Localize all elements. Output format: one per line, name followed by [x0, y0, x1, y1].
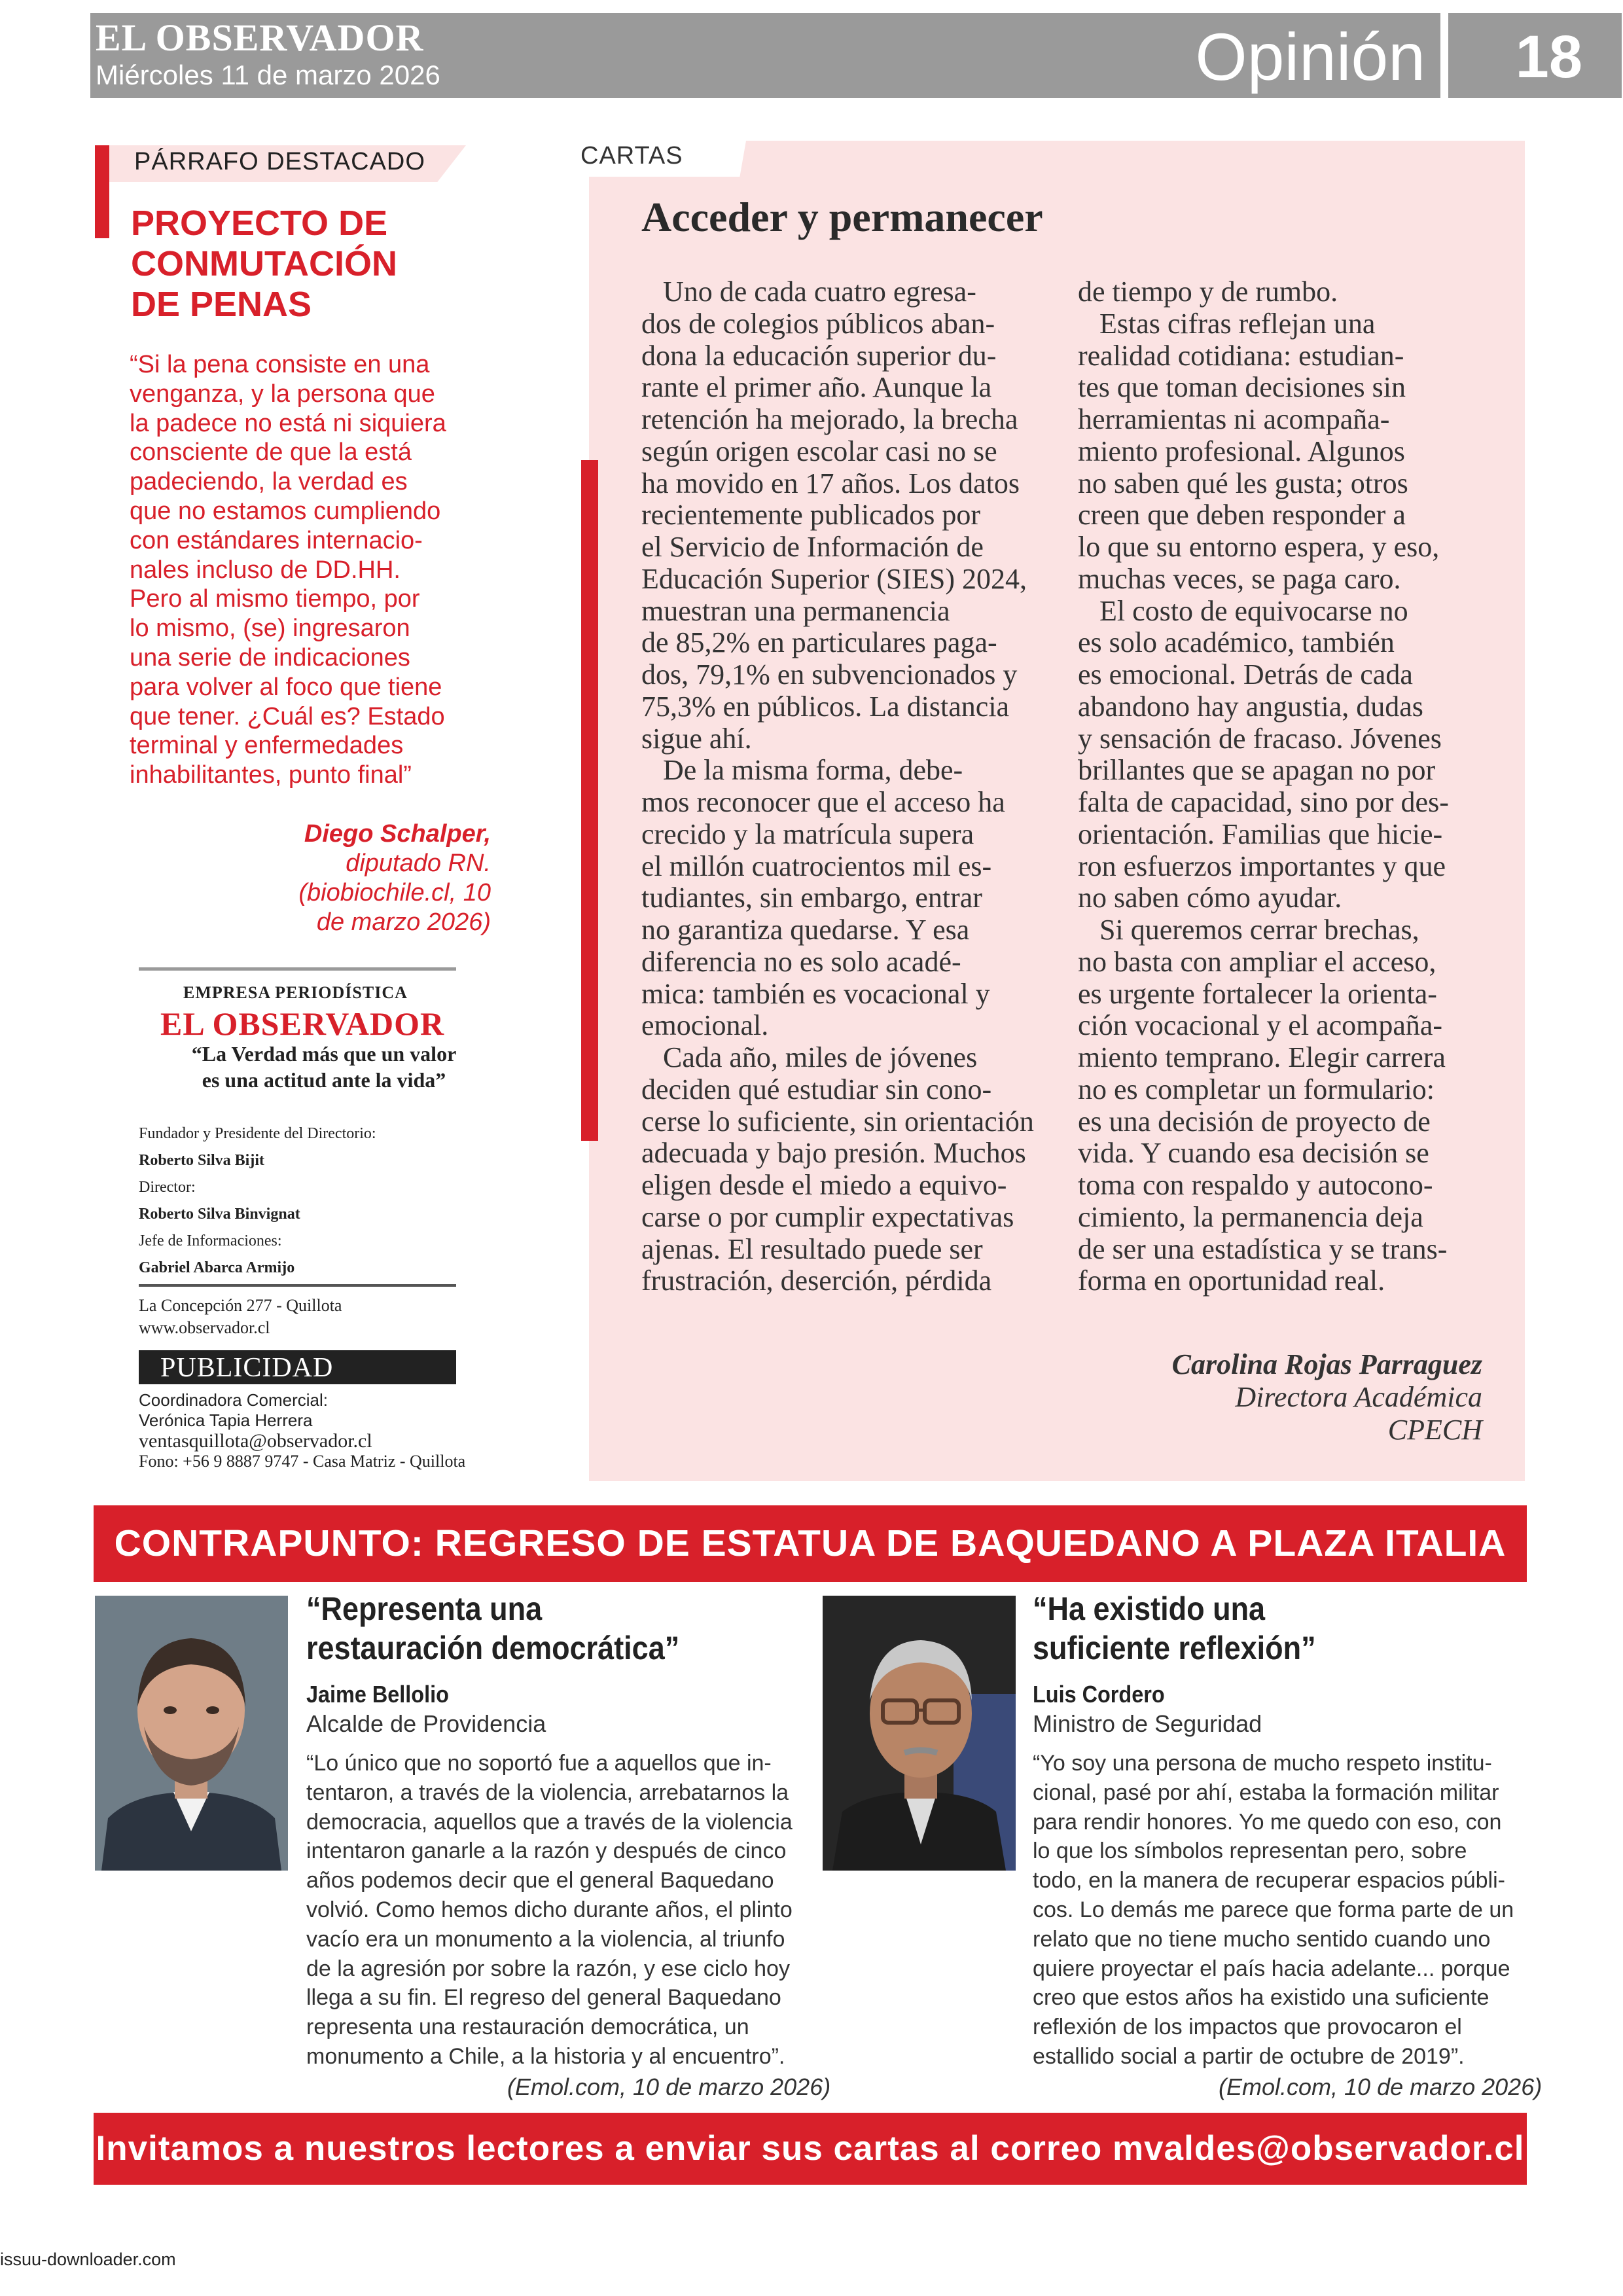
- watermark: issuu-downloader.com: [0, 2250, 176, 2269]
- address: La Concepción 277 - Quillota: [139, 1296, 342, 1315]
- left-statement: “Lo único que no soportó fue a aquellos que in- tentaron, a través de la violencia, arrebatarnos la democracia, aquellos que a través de la violencia intentaron ganarle a la razón y después de cinco años podemos decir que el general Baquedano volvió. Como hemos dicho durante años, el plinto vacío era un monumento a la violencia, al triunfo de la agresión por sobre la razón, y ese ciclo hoy llega a su fin. El regreso del general Baquedano representa una restauración democrática, un monumento a Chile, a la historia y al encuentro”.: [306, 1751, 793, 2069]
- ads-info: [139, 1390, 465, 1471]
- page-header: [90, 13, 1622, 98]
- letter-column-2: de tiempo y de rumbo. Estas cifras reflejan una realidad cotidiana: estudian- tes que toman decisiones sin herramientas ni acompaña- miento profesional. Algunos no saben qué les gusta; otros creen que deben responder a lo que su entorno espera, y eso, muchas veces, se paga caro. El costo de equivocarse no es solo académico, también es emocional. Detrás de cada abandono hay angustia, dudas y sensación de fracaso. Jóvenes brillantes que se apagan no por falta de capacidad, sino por des- orientación. Familias que hicie- ron esfuerzos importantes y que no saben cómo ayudar. Si queremos cerrar brechas, no basta con ampliar el acceso, es urgente fortalecer la orienta- ción vocacional y el acompaña- miento temprano. Elegir carrera no es completar un formulario: es una decisión de proyecto de vida. Y cuando esa decisión se toma con respaldo y autocono- cimiento, la permanencia deja de ser una estadística y se trans- forma en oportunidad real.: [1078, 276, 1449, 1297]
- photo-luis-cordero: [823, 1596, 1016, 1871]
- website: www.observador.cl: [139, 1318, 270, 1337]
- imprint-name: EL OBSERVADOR: [160, 1005, 445, 1042]
- parrafo-kicker: PÁRRAFO DESTACADO: [134, 148, 425, 175]
- cartas-accent-bar: [581, 460, 598, 1141]
- left-source: (Emol.com, 10 de marzo 2026): [507, 2073, 831, 2100]
- letter-author-org: CPECH: [1387, 1414, 1482, 1446]
- masthead: EL OBSERVADOR: [96, 16, 424, 59]
- right-speaker-role: Ministro de Seguridad: [1033, 1710, 1262, 1737]
- section-title: Opinión: [1195, 20, 1425, 94]
- ads-label: PUBLICIDAD: [160, 1353, 334, 1383]
- ads-email: ventasquillota@observador.cl: [139, 1430, 372, 1452]
- parrafo-source-date: de marzo 2026): [316, 908, 491, 936]
- letter-signature: [1172, 1348, 1482, 1446]
- page-number: 18: [1515, 24, 1582, 90]
- right-quote-line-2: suficiente reflexión”: [1033, 1630, 1316, 1666]
- imprint-label: EMPRESA PERIODÍSTICA: [183, 983, 408, 1002]
- imprint-slogan-line-1: “La Verdad más que un valor: [191, 1042, 457, 1066]
- parrafo-author: Diego Schalper,: [304, 820, 491, 848]
- parrafo-headline: PROYECTO DE CONMUTACIÓN DE PENAS: [131, 204, 397, 324]
- ads-coord-label: Coordinadora Comercial:: [139, 1390, 329, 1410]
- chief-name: Gabriel Abarca Armijo: [139, 1259, 295, 1276]
- right-speaker-name: Luis Cordero: [1033, 1681, 1165, 1708]
- imprint-slogan: [160, 1041, 488, 1093]
- header-divider: [1440, 13, 1448, 98]
- letter-author: Carolina Rojas Parraguez: [1171, 1348, 1482, 1380]
- parrafo-attribution: [236, 819, 491, 937]
- parrafo-role: diputado RN.: [346, 850, 491, 877]
- staff-list: [139, 1121, 376, 1282]
- address-block: [139, 1295, 342, 1339]
- ads-coord-name: Verónica Tapia Herrera: [139, 1410, 313, 1430]
- cartas-label: CARTAS: [580, 142, 683, 170]
- imprint-mid-rule: [139, 1284, 456, 1287]
- letter-column-1: Uno de cada cuatro egresa- dos de colegios públicos aban- dona la educación superior du- rante el primer año. Aunque la retención ha mejorado, la brecha según origen escolar casi no se ha movido en 17 años. Los datos recientemente publicados por el Servicio de Información de Educación Superior (SIES) 2024, muestran una permanencia de 85,2% en particulares paga- dos, 79,1% en subvencionados y 75,3% en públicos. La distancia sigue ahí. De la misma forma, debe- mos reconocer que el acceso ha crecido y la matrícula supera el millón cuatrocientos mil es- tudiantes, sin embargo, entrar no garantiza quedarse. Y esa diferencia no es solo acadé- mica: también es vocacional y emocional. Cada año, miles de jóvenes deciden qué estudiar sin cono- cerse lo suficiente, sin orientación adecuada y bajo presión. Muchos eligen desde el miedo a equivo- carse o por cumplir expectativas ajenas. El resultado puede ser frustración, deserción, pérdida: [641, 276, 1034, 1297]
- right-source: (Emol.com, 10 de marzo 2026): [1219, 2073, 1543, 2100]
- right-quote-line-1: “Ha existido una: [1033, 1590, 1266, 1627]
- left-speaker-role: Alcalde de Providencia: [306, 1710, 546, 1737]
- left-speaker-name: Jaime Bellolio: [306, 1681, 449, 1708]
- parrafo-quote: “Si la pena consiste en una venganza, y la persona que la padece no está ni siquiera consciente de que la está padeciendo, la verdad es que no estamos cumpliendo con estándares internacio- nales incluso de DD.HH. Pero al mismo tiempo, por lo mismo, (se) ingresaron una serie de indicaciones para volver al foco que tiene que tener. ¿Cuál es? Estado terminal y enfermedades inhabilitantes, punto final”: [130, 351, 446, 789]
- left-quote-line-2: restauración democrática”: [306, 1630, 680, 1666]
- imprint-top-rule: [139, 967, 456, 971]
- letter-title: Acceder y permanecer: [641, 194, 1043, 240]
- letter-author-role: Directora Académica: [1235, 1381, 1482, 1413]
- parrafo-source: (biobiochile.cl, 10: [298, 879, 491, 906]
- director-label: Director:: [139, 1179, 196, 1196]
- imprint-slogan-line-2: es una actitud ante la vida”: [202, 1068, 446, 1092]
- contrapunto-title: CONTRAPUNTO: REGRESO DE ESTATUA DE BAQUEDANO A PLAZA ITALIA: [114, 1522, 1507, 1564]
- founder-label: Fundador y Presidente del Directorio:: [139, 1125, 376, 1142]
- founder-name: Roberto Silva Bijit: [139, 1152, 264, 1169]
- left-quote-line-1: “Representa una: [306, 1590, 543, 1627]
- ads-phone: Fono: +56 9 8887 9747 - Casa Matriz - Quillota: [139, 1452, 466, 1471]
- right-statement: “Yo soy una persona de mucho respeto institu- cional, pasé por ahí, estaba la formación militar para rendir honores. Yo me quedo con eso, con lo que los símbolos representan pero, sobre todo, en la manera de recuperar espacios públi- cos. Lo demás me parece que forma parte de un relato que no tiene mucho sentido cuando uno quiere proyectar el país hacia adelante... porque creo que estos años ha existido una suficiente reflexión de los impactos que provocaron el estallido social a partir de octubre de 2019”.: [1033, 1751, 1514, 2069]
- chief-label: Jefe de Informaciones:: [139, 1232, 282, 1249]
- left-quote-headline: [306, 1589, 679, 1668]
- right-quote-headline: [1033, 1589, 1316, 1668]
- kicker-accent-bar: [95, 145, 109, 238]
- issue-date: Miércoles 11 de marzo 2026: [96, 60, 440, 90]
- invite-text: Invitamos a nuestros lectores a enviar sus cartas al correo mvaldes@observador.cl: [96, 2129, 1525, 2168]
- photo-jaime-bellolio: [95, 1596, 288, 1871]
- director-name: Roberto Silva Binvignat: [139, 1206, 300, 1223]
